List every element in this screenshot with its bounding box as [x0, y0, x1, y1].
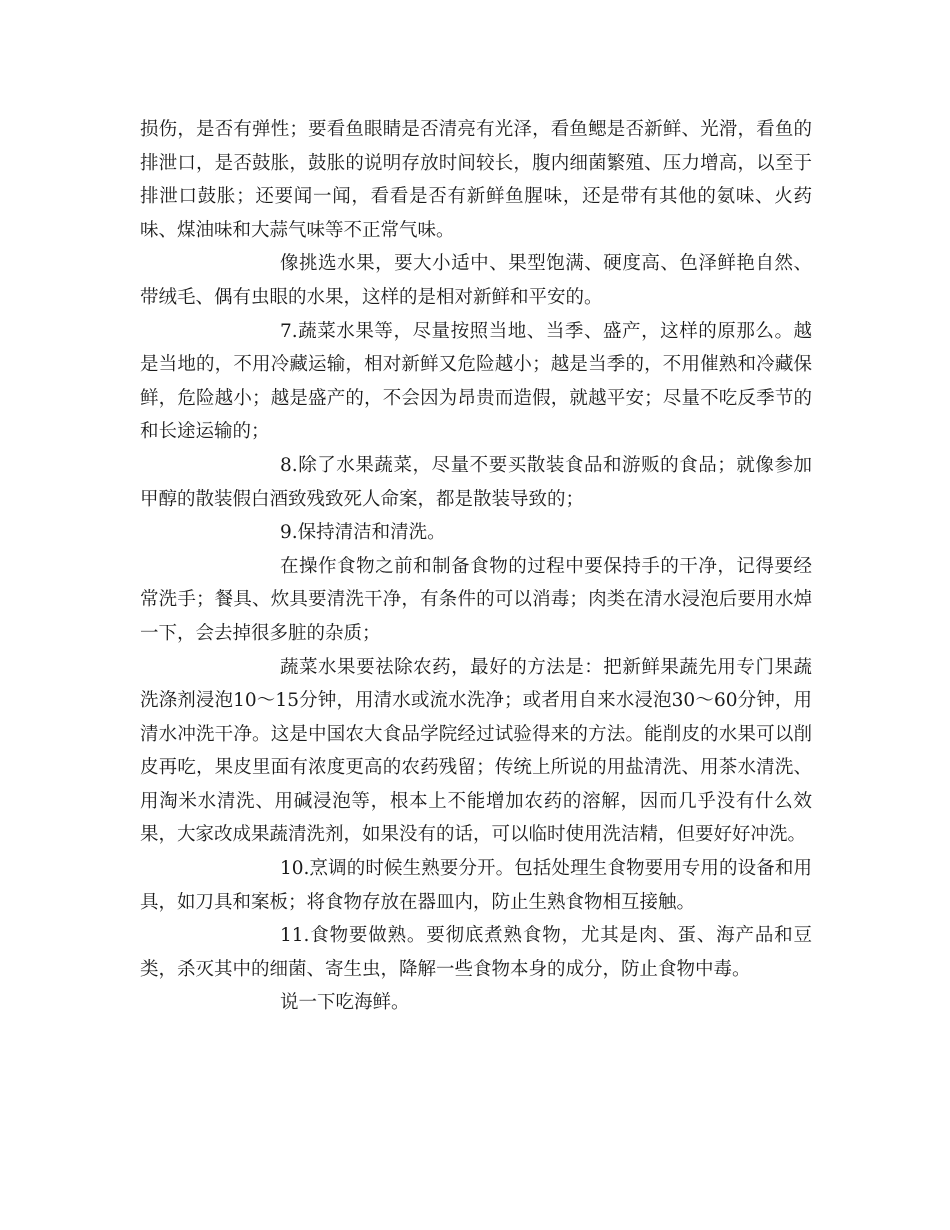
- paragraph-seafood-intro: 说一下吃海鲜。: [280, 992, 410, 1014]
- paragraph-hand-washing: 在操作食物之前和制备食物的过程中要保持手的干净，记得要经常洗手；餐具、炊具要清洗干净，有条件的可以消毒；肉类在清水浸泡后要用水焯一下，会去掉很多脏的杂质；: [140, 555, 812, 644]
- paragraph-fruit-selection: 像挑选水果，要大小适中、果型饱满、硬度高、色泽鲜艳自然、带绒毛、偶有虫眼的水果，这样的是相对新鲜和平安的。: [140, 253, 812, 308]
- paragraph-item-7: 7.蔬菜水果等，尽量按照当地、当季、盛产，这样的原那么。越是当地的，不用冷藏运输，相对新鲜又危险越小；越是当季的，不用催熟和冷藏保鲜，危险越小；越是盛产的，不会因为昂贵而造假，就越平安；尽量不吃反季节的和长途运输的；: [140, 320, 812, 443]
- paragraph-item-9: 9.保持清洁和清洗。: [280, 522, 446, 544]
- document-body: [140, 113, 812, 1020]
- paragraph-fish-inspection: 损伤，是否有弹性；要看鱼眼睛是否清亮有光泽，看鱼鳃是否新鲜、光滑，看鱼的排泄口，是否鼓胀，鼓胀的说明存放时间较长，腹内细菌繁殖、压力增高，以至于排泄口鼓胀；还要闻一闻，看看是否有新鲜鱼腥味，还是带有其他的氨味、火药味、煤油味和大蒜气味等不正常气味。: [140, 119, 812, 241]
- paragraph-item-10: 10.烹调的时候生熟要分开。包括处理生食物要用专用的设备和用具，如刀具和案板；将食物存放在器皿内，防止生熟食物相互接触。: [140, 858, 812, 913]
- paragraph-item-8: 8.除了水果蔬菜，尽量不要买散装食品和游贩的食品；就像参加甲醇的散装假白酒致残致死人命案，都是散装导致的；: [140, 454, 812, 510]
- paragraph-pesticide-removal: 蔬菜水果要祛除农药，最好的方法是：把新鲜果蔬先用专门果蔬洗涤剂浸泡10～15分钟，用清水或流水洗净；或者用自来水浸泡30～60分钟，用清水冲洗干净。这是中国农大食品学院经过试验得来的方法。能削皮的水果可以削皮再吃，果皮里面有浓度更高的农药残留；传统上所说的用盐清洗、用茶水清洗、用淘米水清洗、用碱浸泡等，根本上不能增加农药的溶解，因而几乎没有什么效果，大家改成果蔬清洗剂，如果没有的话，可以临时使用洗洁精，但要好好冲洗。: [140, 656, 812, 846]
- paragraph-item-11: 11.食物要做熟。要彻底煮熟食物，尤其是肉、蛋、海产品和豆类，杀灭其中的细菌、寄生虫，降解一些食物本身的成分，防止食物中毒。: [140, 925, 812, 980]
